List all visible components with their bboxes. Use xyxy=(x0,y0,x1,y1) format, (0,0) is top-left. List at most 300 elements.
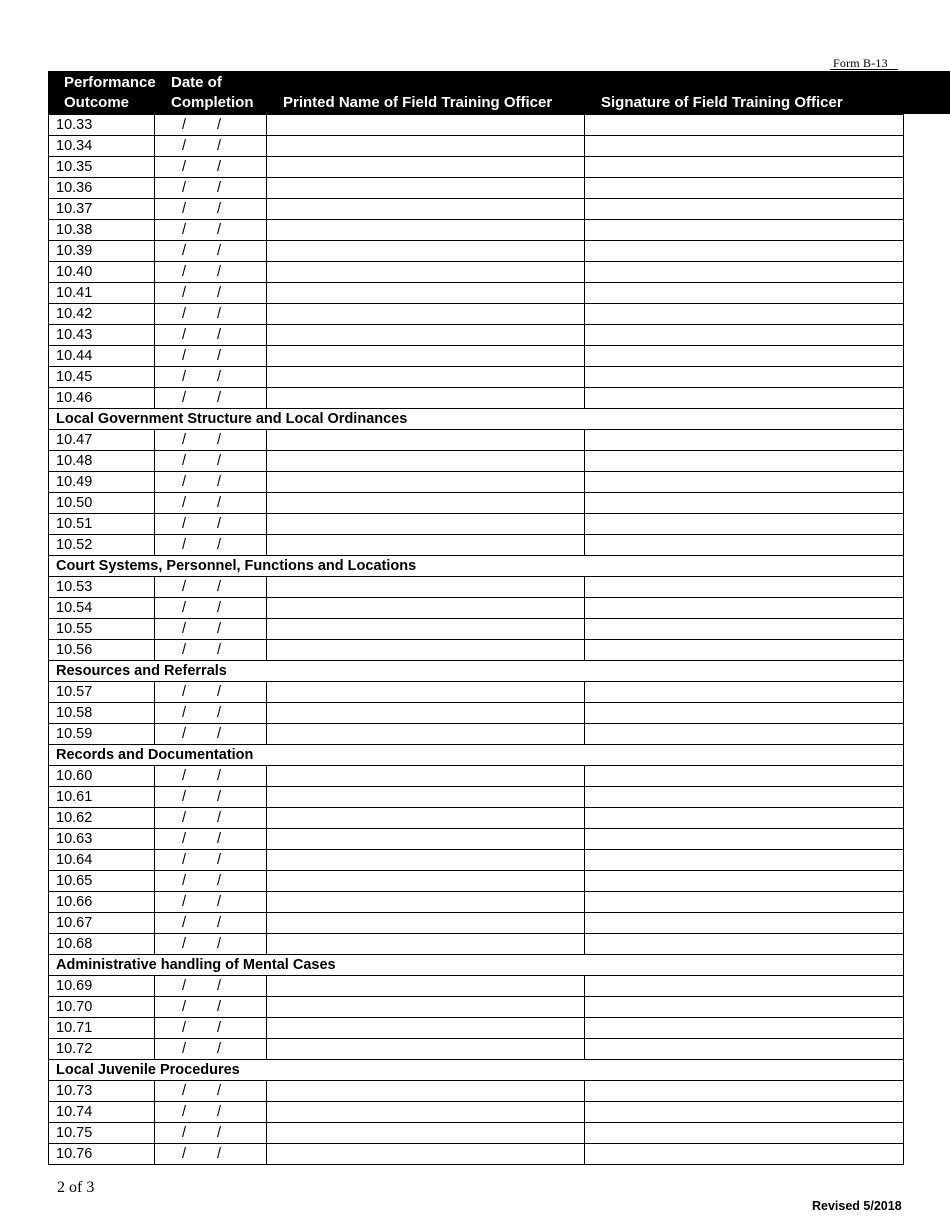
printed-name-field[interactable] xyxy=(267,220,585,241)
table-row xyxy=(49,136,904,157)
date-of-completion-field[interactable] xyxy=(155,913,267,934)
signature-field[interactable] xyxy=(585,535,904,556)
table-row xyxy=(49,850,904,871)
performance-outcome-cell: 10.66 xyxy=(49,892,155,913)
date-of-completion-field[interactable] xyxy=(155,304,267,325)
table-row xyxy=(49,619,904,640)
date-of-completion-field[interactable] xyxy=(155,724,267,745)
date-of-completion-field[interactable] xyxy=(155,262,267,283)
training-log-table xyxy=(48,114,904,1165)
date-slash: / xyxy=(217,243,222,259)
signature-field[interactable] xyxy=(585,892,904,913)
printed-name-field[interactable] xyxy=(267,136,585,157)
table-row xyxy=(49,283,904,304)
section-title: Local Juvenile Procedures xyxy=(49,1060,904,1081)
table-row xyxy=(49,304,904,325)
date-of-completion-field[interactable] xyxy=(155,136,267,157)
section-row xyxy=(49,409,904,430)
section-row xyxy=(49,745,904,766)
date-slash: / xyxy=(217,474,222,490)
date-slash: / xyxy=(182,684,187,700)
date-of-completion-field[interactable] xyxy=(155,766,267,787)
signature-field[interactable] xyxy=(585,388,904,409)
date-slash: / xyxy=(217,705,222,721)
signature-field[interactable] xyxy=(585,346,904,367)
signature-field[interactable] xyxy=(585,514,904,535)
date-slash: / xyxy=(182,432,187,448)
signature-field[interactable] xyxy=(585,640,904,661)
date-of-completion-field[interactable] xyxy=(155,220,267,241)
signature-field[interactable] xyxy=(585,808,904,829)
signature-field[interactable] xyxy=(585,304,904,325)
signature-field[interactable] xyxy=(585,220,904,241)
date-slash: / xyxy=(217,180,222,196)
signature-field[interactable] xyxy=(585,472,904,493)
date-of-completion-field[interactable] xyxy=(155,892,267,913)
date-slash: / xyxy=(182,621,187,637)
date-of-completion-field[interactable] xyxy=(155,1102,267,1123)
date-slash: / xyxy=(217,159,222,175)
printed-name-field[interactable] xyxy=(267,1144,585,1165)
performance-outcome-cell: 10.39 xyxy=(49,241,155,262)
table-row xyxy=(49,1081,904,1102)
table-row xyxy=(49,178,904,199)
performance-outcome-cell: 10.35 xyxy=(49,157,155,178)
table-row xyxy=(49,1144,904,1165)
printed-name-field[interactable] xyxy=(267,682,585,703)
printed-name-field[interactable] xyxy=(267,808,585,829)
date-slash: / xyxy=(182,726,187,742)
signature-field[interactable] xyxy=(585,682,904,703)
date-slash: / xyxy=(217,390,222,406)
date-of-completion-field[interactable] xyxy=(155,346,267,367)
printed-name-field[interactable] xyxy=(267,1039,585,1060)
printed-name-field[interactable] xyxy=(267,871,585,892)
date-of-completion-field[interactable] xyxy=(155,787,267,808)
signature-field[interactable] xyxy=(585,703,904,724)
printed-name-field[interactable] xyxy=(267,325,585,346)
performance-outcome-cell: 10.50 xyxy=(49,493,155,514)
performance-outcome-cell: 10.49 xyxy=(49,472,155,493)
performance-outcome-cell: 10.74 xyxy=(49,1102,155,1123)
signature-field[interactable] xyxy=(585,241,904,262)
table-row xyxy=(49,1039,904,1060)
header-outcome-line1: Performance xyxy=(64,74,156,91)
section-row xyxy=(49,1060,904,1081)
table-row xyxy=(49,1018,904,1039)
performance-outcome-cell: 10.45 xyxy=(49,367,155,388)
signature-field[interactable] xyxy=(585,934,904,955)
printed-name-field[interactable] xyxy=(267,703,585,724)
performance-outcome-cell: 10.71 xyxy=(49,1018,155,1039)
signature-field[interactable] xyxy=(585,157,904,178)
date-slash: / xyxy=(217,516,222,532)
signature-field[interactable] xyxy=(585,724,904,745)
table-row xyxy=(49,241,904,262)
table-row xyxy=(49,472,904,493)
performance-outcome-cell: 10.63 xyxy=(49,829,155,850)
date-of-completion-field[interactable] xyxy=(155,997,267,1018)
table-row xyxy=(49,892,904,913)
table-row xyxy=(49,388,904,409)
printed-name-field[interactable] xyxy=(267,1018,585,1039)
table-row xyxy=(49,766,904,787)
printed-name-field[interactable] xyxy=(267,262,585,283)
date-slash: / xyxy=(182,1083,187,1099)
date-slash: / xyxy=(217,348,222,364)
printed-name-field[interactable] xyxy=(267,430,585,451)
performance-outcome-cell: 10.75 xyxy=(49,1123,155,1144)
table-row xyxy=(49,913,904,934)
revised-date: Revised 5/2018 xyxy=(812,1199,902,1213)
printed-name-field[interactable] xyxy=(267,598,585,619)
date-slash: / xyxy=(217,201,222,217)
date-slash: / xyxy=(182,915,187,931)
section-title: Court Systems, Personnel, Functions and Locations xyxy=(49,556,904,577)
performance-outcome-cell: 10.37 xyxy=(49,199,155,220)
date-slash: / xyxy=(217,1104,222,1120)
table-row xyxy=(49,493,904,514)
printed-name-field[interactable] xyxy=(267,829,585,850)
printed-name-field[interactable] xyxy=(267,493,585,514)
date-slash: / xyxy=(217,1125,222,1141)
signature-field[interactable] xyxy=(585,976,904,997)
date-slash: / xyxy=(217,327,222,343)
date-of-completion-field[interactable] xyxy=(155,871,267,892)
performance-outcome-cell: 10.54 xyxy=(49,598,155,619)
date-slash: / xyxy=(217,978,222,994)
section-title: Resources and Referrals xyxy=(49,661,904,682)
date-of-completion-field[interactable] xyxy=(155,577,267,598)
date-of-completion-field[interactable] xyxy=(155,514,267,535)
table-body xyxy=(49,115,904,1165)
printed-name-field[interactable] xyxy=(267,304,585,325)
printed-name-field[interactable] xyxy=(267,619,585,640)
signature-field[interactable] xyxy=(585,493,904,514)
date-slash: / xyxy=(182,600,187,616)
date-of-completion-field[interactable] xyxy=(155,829,267,850)
performance-outcome-cell: 10.57 xyxy=(49,682,155,703)
performance-outcome-cell: 10.60 xyxy=(49,766,155,787)
performance-outcome-cell: 10.73 xyxy=(49,1081,155,1102)
table-row xyxy=(49,1123,904,1144)
table-row xyxy=(49,997,904,1018)
date-slash: / xyxy=(217,726,222,742)
printed-name-field[interactable] xyxy=(267,346,585,367)
printed-name-field[interactable] xyxy=(267,157,585,178)
date-of-completion-field[interactable] xyxy=(155,934,267,955)
signature-field[interactable] xyxy=(585,136,904,157)
date-slash: / xyxy=(217,621,222,637)
section-title: Administrative handling of Mental Cases xyxy=(49,955,904,976)
date-slash: / xyxy=(182,201,187,217)
performance-outcome-cell: 10.56 xyxy=(49,640,155,661)
date-slash: / xyxy=(182,453,187,469)
date-slash: / xyxy=(182,1020,187,1036)
date-of-completion-field[interactable] xyxy=(155,1039,267,1060)
date-of-completion-field[interactable] xyxy=(155,640,267,661)
table-row xyxy=(49,787,904,808)
performance-outcome-cell: 10.69 xyxy=(49,976,155,997)
date-slash: / xyxy=(217,642,222,658)
date-slash: / xyxy=(217,222,222,238)
table-row xyxy=(49,346,904,367)
signature-field[interactable] xyxy=(585,913,904,934)
table-row xyxy=(49,871,904,892)
signature-field[interactable] xyxy=(585,829,904,850)
date-slash: / xyxy=(217,915,222,931)
table-row xyxy=(49,808,904,829)
date-slash: / xyxy=(182,327,187,343)
printed-name-field[interactable] xyxy=(267,787,585,808)
section-row xyxy=(49,955,904,976)
signature-field[interactable] xyxy=(585,997,904,1018)
date-slash: / xyxy=(182,264,187,280)
date-of-completion-field[interactable] xyxy=(155,451,267,472)
signature-field[interactable] xyxy=(585,325,904,346)
printed-name-field[interactable] xyxy=(267,997,585,1018)
table-row xyxy=(49,514,904,535)
printed-name-field[interactable] xyxy=(267,1081,585,1102)
date-slash: / xyxy=(182,117,187,133)
date-slash: / xyxy=(217,1041,222,1057)
date-slash: / xyxy=(182,306,187,322)
signature-field[interactable] xyxy=(585,766,904,787)
date-slash: / xyxy=(182,138,187,154)
date-slash: / xyxy=(182,390,187,406)
printed-name-field[interactable] xyxy=(267,514,585,535)
performance-outcome-cell: 10.76 xyxy=(49,1144,155,1165)
signature-field[interactable] xyxy=(585,1144,904,1165)
signature-field[interactable] xyxy=(585,577,904,598)
header-date-of-completion xyxy=(171,73,266,113)
header-signature: Signature of Field Training Officer xyxy=(601,94,843,111)
date-of-completion-field[interactable] xyxy=(155,808,267,829)
table-row xyxy=(49,325,904,346)
date-slash: / xyxy=(217,537,222,553)
date-slash: / xyxy=(182,516,187,532)
printed-name-field[interactable] xyxy=(267,241,585,262)
date-of-completion-field[interactable] xyxy=(155,493,267,514)
table-row xyxy=(49,724,904,745)
date-slash: / xyxy=(182,768,187,784)
header-printed-name: Printed Name of Field Training Officer xyxy=(283,94,553,111)
table-row xyxy=(49,115,904,136)
date-slash: / xyxy=(182,474,187,490)
table-row xyxy=(49,451,904,472)
table-row xyxy=(49,262,904,283)
performance-outcome-cell: 10.67 xyxy=(49,913,155,934)
printed-name-field[interactable] xyxy=(267,535,585,556)
signature-field[interactable] xyxy=(585,199,904,220)
date-slash: / xyxy=(182,810,187,826)
date-of-completion-field[interactable] xyxy=(155,619,267,640)
signature-field[interactable] xyxy=(585,451,904,472)
signature-field[interactable] xyxy=(585,850,904,871)
printed-name-field[interactable] xyxy=(267,1102,585,1123)
date-slash: / xyxy=(182,999,187,1015)
date-slash: / xyxy=(182,537,187,553)
performance-outcome-cell: 10.64 xyxy=(49,850,155,871)
performance-outcome-cell: 10.55 xyxy=(49,619,155,640)
signature-field[interactable] xyxy=(585,1039,904,1060)
date-slash: / xyxy=(217,432,222,448)
table-row xyxy=(49,829,904,850)
date-of-completion-field[interactable] xyxy=(155,472,267,493)
printed-name-field[interactable] xyxy=(267,367,585,388)
date-of-completion-field[interactable] xyxy=(155,325,267,346)
date-slash: / xyxy=(217,369,222,385)
page-number: 2 of 3 xyxy=(57,1179,95,1196)
date-of-completion-field[interactable] xyxy=(155,703,267,724)
printed-name-field[interactable] xyxy=(267,115,585,136)
table-row xyxy=(49,598,904,619)
printed-name-field[interactable] xyxy=(267,283,585,304)
header-date-line2: Completion xyxy=(171,94,254,111)
signature-field[interactable] xyxy=(585,619,904,640)
date-slash: / xyxy=(182,642,187,658)
performance-outcome-cell: 10.40 xyxy=(49,262,155,283)
performance-outcome-cell: 10.59 xyxy=(49,724,155,745)
date-of-completion-field[interactable] xyxy=(155,367,267,388)
date-of-completion-field[interactable] xyxy=(155,241,267,262)
signature-field[interactable] xyxy=(585,1018,904,1039)
date-slash: / xyxy=(217,810,222,826)
printed-name-field[interactable] xyxy=(267,913,585,934)
performance-outcome-cell: 10.61 xyxy=(49,787,155,808)
section-title: Records and Documentation xyxy=(49,745,904,766)
performance-outcome-cell: 10.68 xyxy=(49,934,155,955)
table-row xyxy=(49,199,904,220)
printed-name-field[interactable] xyxy=(267,976,585,997)
date-of-completion-field[interactable] xyxy=(155,535,267,556)
performance-outcome-cell: 10.33 xyxy=(49,115,155,136)
date-of-completion-field[interactable] xyxy=(155,1144,267,1165)
date-of-completion-field[interactable] xyxy=(155,1081,267,1102)
date-slash: / xyxy=(217,1083,222,1099)
date-slash: / xyxy=(182,894,187,910)
date-slash: / xyxy=(217,453,222,469)
table-row xyxy=(49,682,904,703)
printed-name-field[interactable] xyxy=(267,388,585,409)
signature-field[interactable] xyxy=(585,1081,904,1102)
header-outcome-line2: Outcome xyxy=(64,94,130,111)
date-slash: / xyxy=(182,222,187,238)
printed-name-field[interactable] xyxy=(267,766,585,787)
date-of-completion-field[interactable] xyxy=(155,976,267,997)
date-of-completion-field[interactable] xyxy=(155,850,267,871)
date-slash: / xyxy=(217,117,222,133)
performance-outcome-cell: 10.58 xyxy=(49,703,155,724)
printed-name-field[interactable] xyxy=(267,472,585,493)
date-slash: / xyxy=(217,495,222,511)
date-of-completion-field[interactable] xyxy=(155,1018,267,1039)
printed-name-field[interactable] xyxy=(267,577,585,598)
table-row xyxy=(49,934,904,955)
date-of-completion-field[interactable] xyxy=(155,283,267,304)
date-slash: / xyxy=(182,852,187,868)
date-slash: / xyxy=(217,936,222,952)
printed-name-field[interactable] xyxy=(267,724,585,745)
date-of-completion-field[interactable] xyxy=(155,598,267,619)
signature-field[interactable] xyxy=(585,262,904,283)
date-slash: / xyxy=(217,1020,222,1036)
date-slash: / xyxy=(217,873,222,889)
table-header xyxy=(48,71,950,114)
signature-field[interactable] xyxy=(585,178,904,199)
performance-outcome-cell: 10.70 xyxy=(49,997,155,1018)
date-slash: / xyxy=(182,1125,187,1141)
signature-field[interactable] xyxy=(585,115,904,136)
printed-name-field[interactable] xyxy=(267,934,585,955)
printed-name-field[interactable] xyxy=(267,199,585,220)
date-slash: / xyxy=(182,1104,187,1120)
printed-name-field[interactable] xyxy=(267,451,585,472)
date-of-completion-field[interactable] xyxy=(155,388,267,409)
performance-outcome-cell: 10.47 xyxy=(49,430,155,451)
signature-field[interactable] xyxy=(585,787,904,808)
date-of-completion-field[interactable] xyxy=(155,115,267,136)
date-of-completion-field[interactable] xyxy=(155,1123,267,1144)
date-slash: / xyxy=(182,978,187,994)
table-row xyxy=(49,535,904,556)
section-title: Local Government Structure and Local Ordinances xyxy=(49,409,904,430)
signature-field[interactable] xyxy=(585,367,904,388)
signature-field[interactable] xyxy=(585,1123,904,1144)
date-slash: / xyxy=(217,852,222,868)
date-slash: / xyxy=(217,1146,222,1162)
performance-outcome-cell: 10.72 xyxy=(49,1039,155,1060)
performance-outcome-cell: 10.62 xyxy=(49,808,155,829)
signature-field[interactable] xyxy=(585,283,904,304)
performance-outcome-cell: 10.34 xyxy=(49,136,155,157)
printed-name-field[interactable] xyxy=(267,1123,585,1144)
date-slash: / xyxy=(182,705,187,721)
date-of-completion-field[interactable] xyxy=(155,199,267,220)
form-id: Form B-13 xyxy=(833,56,888,70)
date-slash: / xyxy=(182,243,187,259)
date-of-completion-field[interactable] xyxy=(155,157,267,178)
date-slash: / xyxy=(182,159,187,175)
performance-outcome-cell: 10.38 xyxy=(49,220,155,241)
signature-field[interactable] xyxy=(585,430,904,451)
date-slash: / xyxy=(217,789,222,805)
signature-field[interactable] xyxy=(585,598,904,619)
date-slash: / xyxy=(182,873,187,889)
printed-name-field[interactable] xyxy=(267,850,585,871)
date-slash: / xyxy=(217,306,222,322)
date-of-completion-field[interactable] xyxy=(155,430,267,451)
signature-field[interactable] xyxy=(585,1102,904,1123)
table-row xyxy=(49,157,904,178)
date-slash: / xyxy=(182,348,187,364)
section-row xyxy=(49,661,904,682)
performance-outcome-cell: 10.48 xyxy=(49,451,155,472)
printed-name-field[interactable] xyxy=(267,892,585,913)
signature-field[interactable] xyxy=(585,871,904,892)
date-slash: / xyxy=(217,264,222,280)
header-date-line1: Date of xyxy=(171,74,222,91)
date-slash: / xyxy=(182,369,187,385)
table-row xyxy=(49,703,904,724)
printed-name-field[interactable] xyxy=(267,640,585,661)
printed-name-field[interactable] xyxy=(267,178,585,199)
date-slash: / xyxy=(182,285,187,301)
date-slash: / xyxy=(182,936,187,952)
date-of-completion-field[interactable] xyxy=(155,178,267,199)
performance-outcome-cell: 10.46 xyxy=(49,388,155,409)
date-of-completion-field[interactable] xyxy=(155,682,267,703)
